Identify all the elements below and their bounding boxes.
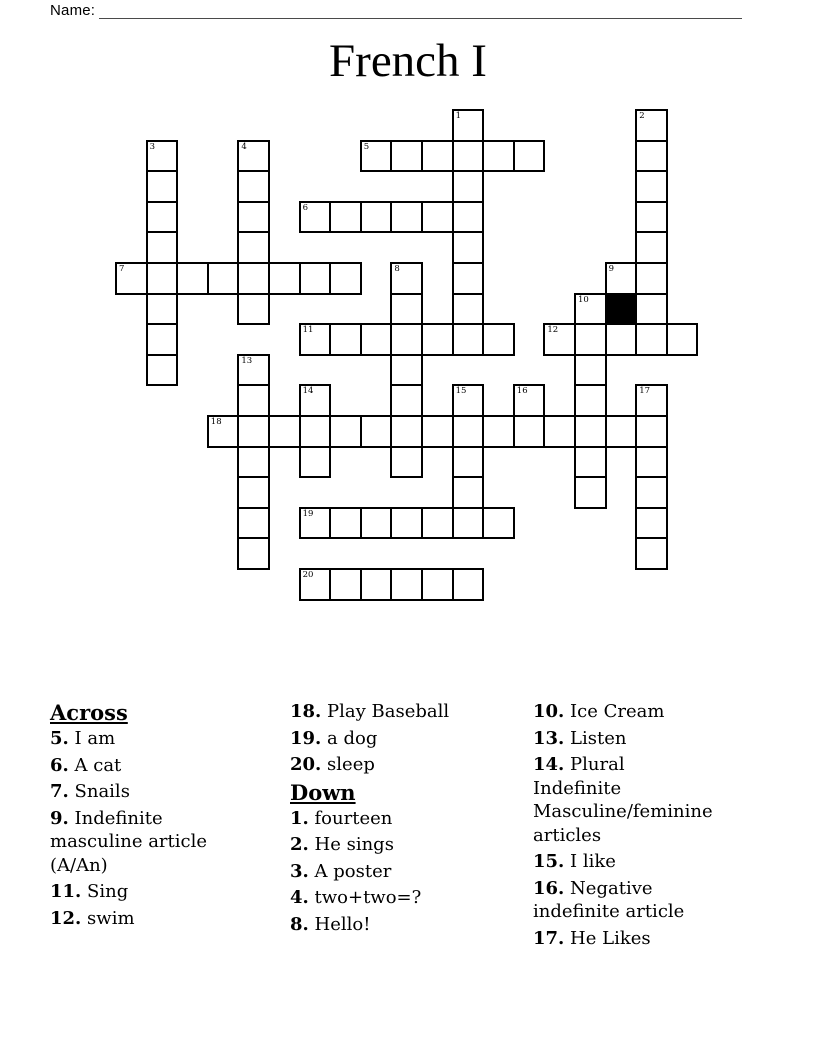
grid-cell[interactable] xyxy=(635,415,668,448)
grid-cell[interactable] xyxy=(452,415,485,448)
grid-cell[interactable] xyxy=(237,231,270,264)
black-cell xyxy=(605,293,638,326)
cell-number: 17 xyxy=(639,386,651,397)
page-title: French I xyxy=(329,35,487,87)
clue-number: 13. xyxy=(533,727,565,749)
grid-cell[interactable] xyxy=(543,323,576,356)
grid-cell[interactable] xyxy=(574,415,607,448)
cell-number: 4 xyxy=(241,141,247,152)
grid-cell[interactable] xyxy=(635,231,668,264)
grid-cell[interactable] xyxy=(146,354,179,387)
grid-cell[interactable] xyxy=(390,293,423,326)
grid-cell[interactable] xyxy=(452,446,485,479)
cell-number: 1 xyxy=(455,111,462,121)
name-blank-line[interactable] xyxy=(99,0,742,19)
grid-cell[interactable] xyxy=(360,140,393,173)
grid-cell[interactable] xyxy=(635,170,668,203)
grid-cell[interactable] xyxy=(146,323,179,356)
clue-12: 12. swim xyxy=(50,907,135,929)
cell-number: 5 xyxy=(363,141,370,152)
clue-14: 14. Plural Indefinite Masculine/feminine articles xyxy=(533,754,713,846)
grid-cell[interactable] xyxy=(299,384,332,417)
grid-cell[interactable] xyxy=(299,415,332,448)
cell-number: 13 xyxy=(241,355,253,366)
grid-cell[interactable] xyxy=(635,384,668,417)
grid-cell[interactable] xyxy=(390,323,423,356)
grid-cell[interactable] xyxy=(421,323,454,356)
clues-column-1 xyxy=(50,700,275,933)
cell-number: 15 xyxy=(455,386,467,397)
grid-cell[interactable] xyxy=(299,568,332,601)
grid-cell[interactable] xyxy=(329,262,362,295)
cell-number: 8 xyxy=(394,264,400,274)
grid-cell[interactable] xyxy=(605,323,638,356)
grid-cell[interactable] xyxy=(574,293,607,326)
clue-1: 1. fourteen xyxy=(290,807,393,829)
grid-cell[interactable] xyxy=(237,201,270,234)
grid-cell[interactable] xyxy=(513,140,546,173)
clue-20: 20. sleep xyxy=(290,754,375,775)
grid-cell[interactable] xyxy=(115,262,148,295)
grid-cell[interactable] xyxy=(574,384,607,417)
grid-cell[interactable] xyxy=(452,323,485,356)
grid-cell[interactable] xyxy=(237,446,270,479)
grid-cell[interactable] xyxy=(574,476,607,509)
grid-cell[interactable] xyxy=(237,415,270,448)
grid-cell[interactable] xyxy=(390,384,423,417)
grid-cell[interactable] xyxy=(390,354,423,387)
cell-number: 18 xyxy=(210,417,222,427)
cell-number: 14 xyxy=(302,386,314,397)
clue-8: 8. Hello! xyxy=(290,913,371,935)
grid-cell[interactable] xyxy=(329,201,362,234)
clue-7: 7. Snails xyxy=(50,781,130,802)
grid-cell[interactable] xyxy=(635,262,668,295)
clue-19: 19. a dog xyxy=(290,727,378,749)
name-label: Name: xyxy=(50,2,96,19)
clue-number: 12. xyxy=(50,907,82,929)
grid-cell[interactable] xyxy=(635,537,668,570)
grid-cell[interactable] xyxy=(635,323,668,356)
grid-cell[interactable] xyxy=(207,262,240,295)
grid-cell[interactable] xyxy=(146,170,179,203)
clue-number: 16. xyxy=(533,877,565,899)
clue-number: 10. xyxy=(533,701,565,722)
grid-cell[interactable] xyxy=(452,293,485,326)
cell-number: 11 xyxy=(302,325,314,336)
grid-cell[interactable] xyxy=(268,415,301,448)
grid-cell[interactable] xyxy=(482,323,515,356)
clue-number: 2. xyxy=(290,834,309,855)
grid-cell[interactable] xyxy=(452,201,485,234)
grid-cell[interactable] xyxy=(421,568,454,601)
grid-cell[interactable] xyxy=(421,415,454,448)
grid-cell[interactable] xyxy=(574,446,607,479)
cell-number: 16 xyxy=(516,386,528,397)
grid-cell[interactable] xyxy=(452,568,485,601)
cell-number: 19 xyxy=(302,508,314,519)
cell-number: 6 xyxy=(302,202,309,213)
clue-17: 17. He Likes xyxy=(533,927,651,949)
clue-number: 18. xyxy=(290,701,322,722)
grid-cell[interactable] xyxy=(666,323,699,356)
grid-cell[interactable] xyxy=(605,262,638,295)
clue-number: 9. xyxy=(50,807,69,829)
clue-number: 1. xyxy=(290,807,309,829)
grid-cell[interactable] xyxy=(329,507,362,540)
clue-number: 20. xyxy=(290,754,322,775)
grid-cell[interactable] xyxy=(574,354,607,387)
clue-9: 9. Indefinite masculine article (A/An) xyxy=(50,807,208,876)
grid-cell[interactable] xyxy=(360,568,393,601)
grid-cell[interactable] xyxy=(513,384,546,417)
cell-number: 3 xyxy=(149,141,156,152)
grid-cell[interactable] xyxy=(360,507,393,540)
cell-number: 20 xyxy=(302,570,314,580)
grid-cell[interactable] xyxy=(299,323,332,356)
grid-cell[interactable] xyxy=(237,537,270,570)
grid-cell[interactable] xyxy=(146,262,179,295)
down-header: Down xyxy=(290,779,356,805)
across-header: Across xyxy=(50,700,128,725)
grid-cell[interactable] xyxy=(237,170,270,203)
grid-cell[interactable] xyxy=(452,507,485,540)
clue-number: 17. xyxy=(533,927,565,949)
grid-cell[interactable] xyxy=(482,415,515,448)
clue-number: 14. xyxy=(533,754,565,775)
grid-cell[interactable] xyxy=(635,476,668,509)
cell-number: 2 xyxy=(639,111,645,121)
clue-number: 7. xyxy=(50,781,69,802)
clue-number: 8. xyxy=(290,913,309,935)
grid-cell[interactable] xyxy=(299,507,332,540)
grid-cell[interactable] xyxy=(421,140,454,173)
clue-18: 18. Play Baseball xyxy=(290,701,450,722)
clue-number: 11. xyxy=(50,881,82,902)
grid-cell[interactable] xyxy=(268,262,301,295)
grid-cell[interactable] xyxy=(237,384,270,417)
grid-cell[interactable] xyxy=(635,109,668,142)
clue-number: 6. xyxy=(50,754,69,776)
grid-cell[interactable] xyxy=(452,140,485,173)
grid-cell[interactable] xyxy=(237,476,270,509)
grid-cell[interactable] xyxy=(390,568,423,601)
clue-2: 2. He sings xyxy=(290,834,394,855)
grid-cell[interactable] xyxy=(146,201,179,234)
grid-cell[interactable] xyxy=(207,415,240,448)
clue-3: 3. A poster xyxy=(290,860,392,882)
clue-number: 19. xyxy=(290,727,322,749)
cell-number: 7 xyxy=(119,264,125,274)
grid-cell[interactable] xyxy=(635,507,668,540)
clue-4: 4. two+two=? xyxy=(290,887,422,908)
grid-cell[interactable] xyxy=(237,140,270,173)
grid-cell[interactable] xyxy=(329,415,362,448)
grid-cell[interactable] xyxy=(635,201,668,234)
grid-cell[interactable] xyxy=(605,415,638,448)
grid-cell[interactable] xyxy=(513,415,546,448)
clue-number: 3. xyxy=(290,860,309,882)
clue-number: 5. xyxy=(50,728,69,749)
clue-13: 13. Listen xyxy=(533,727,627,749)
grid-cell[interactable] xyxy=(390,415,423,448)
grid-cell[interactable] xyxy=(452,384,485,417)
clue-16: 16. Negative indefinite article xyxy=(533,877,685,922)
clue-10: 10. Ice Cream xyxy=(533,701,665,722)
grid-cell[interactable] xyxy=(390,446,423,479)
grid-cell[interactable] xyxy=(421,507,454,540)
cell-number: 9 xyxy=(608,264,615,274)
grid-cell[interactable] xyxy=(543,415,576,448)
grid-cell[interactable] xyxy=(329,323,362,356)
grid-cell[interactable] xyxy=(482,507,515,540)
grid-cell[interactable] xyxy=(237,262,270,295)
clue-5: 5. I am xyxy=(50,728,116,749)
grid-cell[interactable] xyxy=(390,140,423,173)
grid-cell[interactable] xyxy=(452,170,485,203)
grid-cell[interactable] xyxy=(176,262,209,295)
grid-cell[interactable] xyxy=(360,415,393,448)
grid-cell[interactable] xyxy=(237,354,270,387)
grid-cell[interactable] xyxy=(452,109,485,142)
grid-cell[interactable] xyxy=(390,262,423,295)
grid-cell[interactable] xyxy=(482,140,515,173)
cell-number: 12 xyxy=(547,325,559,336)
grid-cell[interactable] xyxy=(452,476,485,509)
grid-cell[interactable] xyxy=(635,293,668,326)
grid-cell[interactable] xyxy=(299,446,332,479)
cell-number: 10 xyxy=(578,294,589,305)
clues-column-3 xyxy=(533,700,778,953)
grid-cell[interactable] xyxy=(237,293,270,326)
clue-15: 15. I like xyxy=(533,851,616,872)
grid-cell[interactable] xyxy=(299,201,332,234)
grid-cell[interactable] xyxy=(329,568,362,601)
grid-cell[interactable] xyxy=(635,446,668,479)
grid-cell[interactable] xyxy=(146,231,179,264)
grid-cell[interactable] xyxy=(146,140,179,173)
clues-column-2 xyxy=(290,700,515,939)
grid-cell[interactable] xyxy=(390,201,423,234)
grid-cell[interactable] xyxy=(146,293,179,326)
grid-cell[interactable] xyxy=(421,201,454,234)
grid-cell[interactable] xyxy=(452,231,485,264)
grid-cell[interactable] xyxy=(299,262,332,295)
grid-cell[interactable] xyxy=(360,323,393,356)
grid-cell[interactable] xyxy=(452,262,485,295)
clue-number: 4. xyxy=(290,887,309,908)
grid-cell[interactable] xyxy=(574,323,607,356)
grid-cell[interactable] xyxy=(360,201,393,234)
clue-11: 11. Sing xyxy=(50,881,129,902)
clue-number: 15. xyxy=(533,851,565,872)
clue-6: 6. A cat xyxy=(50,754,122,776)
grid-cell[interactable] xyxy=(635,140,668,173)
grid-cell[interactable] xyxy=(237,507,270,540)
grid-cell[interactable] xyxy=(390,507,423,540)
